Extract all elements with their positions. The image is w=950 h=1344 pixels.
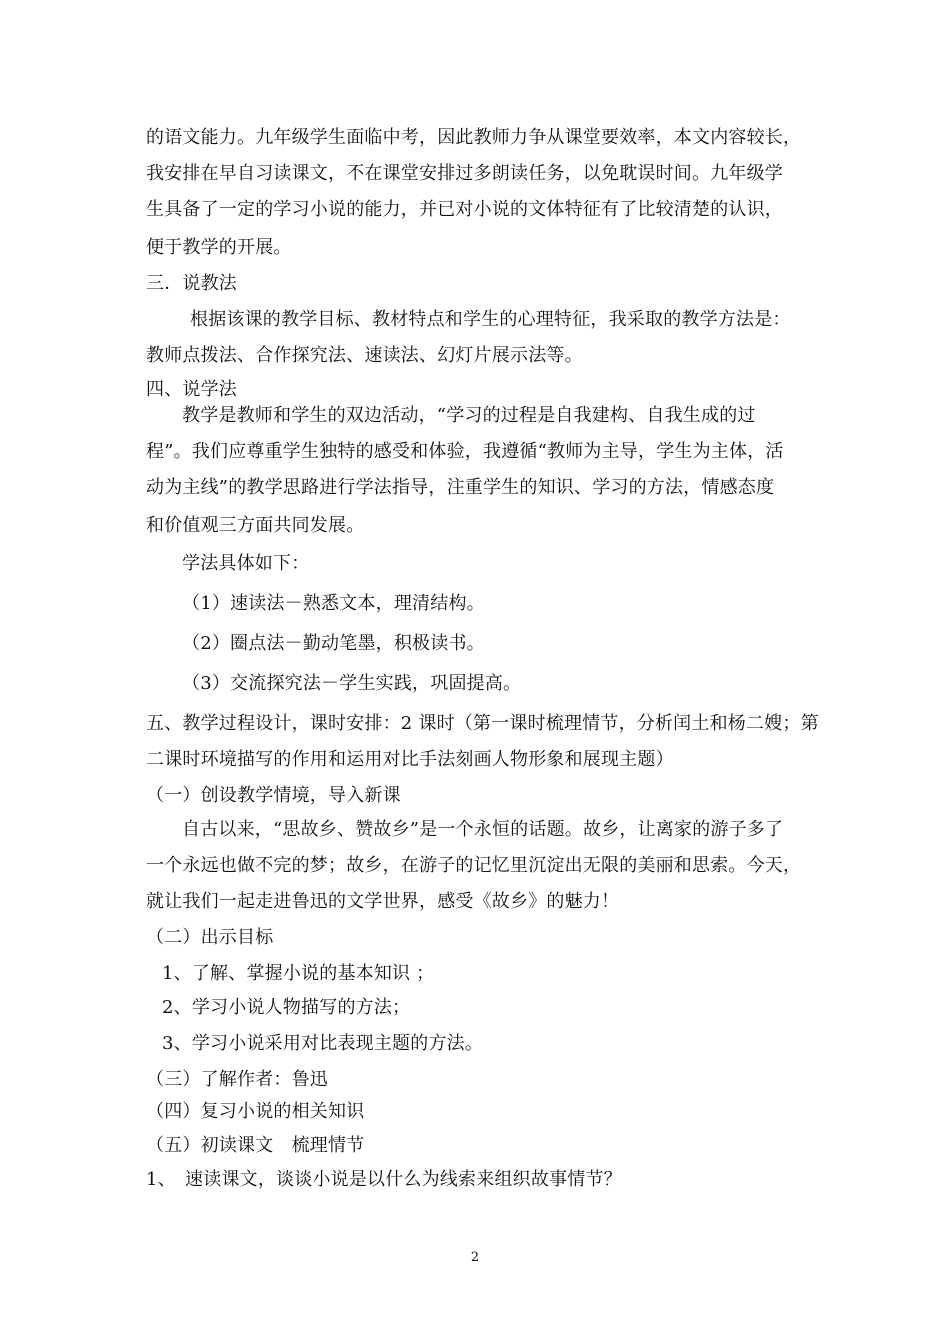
- section-heading: 五、教学过程设计，课时安排：2 课时（第一课时梳理情节，分析闰土和杨二嫂；第: [146, 713, 819, 734]
- section-heading: 三．说教法: [146, 273, 237, 294]
- list-item: （3）交流探究法－学生实践，巩固提高。: [182, 673, 522, 694]
- text-line: 动为主线”的教学思路进行学法指导，注重学生的知识、学习的方法，情感态度: [146, 477, 775, 498]
- text-line: 生具备了一定的学习小说的能力，并已对小说的文体特征有了比较清楚的认识，: [146, 199, 783, 220]
- text-line: 程”。我们应尊重学生独特的感受和体验，我遵循“教师为主导，学生为主体，活: [146, 441, 784, 462]
- text-line: 二课时环境描写的作用和运用对比手法刻画人物形象和展现主题）: [146, 749, 674, 770]
- list-item: 1、了解、掌握小说的基本知识 ；: [162, 963, 435, 984]
- text-line: 的语文能力。九年级学生面临中考，因此教师力争从课堂要效率，本文内容较长，: [146, 127, 802, 148]
- text-line: 教师点拨法、合作探究法、速读法、幻灯片展示法等。: [146, 345, 583, 366]
- subsection-heading: （五）初读课文 梳理情节: [146, 1135, 365, 1156]
- page-number: 2: [470, 1250, 480, 1265]
- list-item: 2、学习小说人物描写的方法；: [162, 997, 411, 1018]
- list-item: 3、学习小说采用对比表现主题的方法。: [162, 1033, 484, 1054]
- list-item: （1）速读法－熟悉文本，理清结构。: [182, 593, 485, 614]
- section-heading: 四、说学法: [146, 379, 237, 400]
- subsection-heading: （四）复习小说的相关知识: [146, 1101, 365, 1122]
- subsection-heading: （二）出示目标: [146, 927, 274, 948]
- text-line: 就让我们一起走进鲁迅的文学世界，感受《故乡》的魅力！: [146, 891, 620, 912]
- text-line: 教学是教师和学生的双边活动，“学习的过程是自我建构、自我生成的过: [182, 405, 756, 426]
- subsection-heading: （一）创设教学情境，导入新课: [146, 785, 401, 806]
- text-line: 便于教学的开展。: [146, 237, 292, 258]
- text-line: 学法具体如下：: [182, 553, 310, 574]
- subsection-heading: （三）了解作者：鲁迅: [146, 1069, 328, 1090]
- text-line: 根据该课的教学目标、教材特点和学生的心理特征，我采取的教学方法是：: [190, 309, 791, 330]
- list-item: 1、 速读课文，谈谈小说是以什么为线索来组织故事情节？: [146, 1169, 622, 1190]
- text-line: 一个永远也做不完的梦；故乡，在游子的记忆里沉淀出无限的美丽和思索。今天，: [146, 855, 802, 876]
- text-line: 自古以来，“思故乡、赞故乡”是一个永恒的话题。故乡，让离家的游子多了: [182, 819, 784, 840]
- text-line: 和价值观三方面共同发展。: [146, 515, 365, 536]
- list-item: （2）圈点法－勤动笔墨，积极读书。: [182, 633, 485, 654]
- text-line: 我安排在早自习读课文，不在课堂安排过多朗读任务，以免耽误时间。九年级学: [146, 163, 783, 184]
